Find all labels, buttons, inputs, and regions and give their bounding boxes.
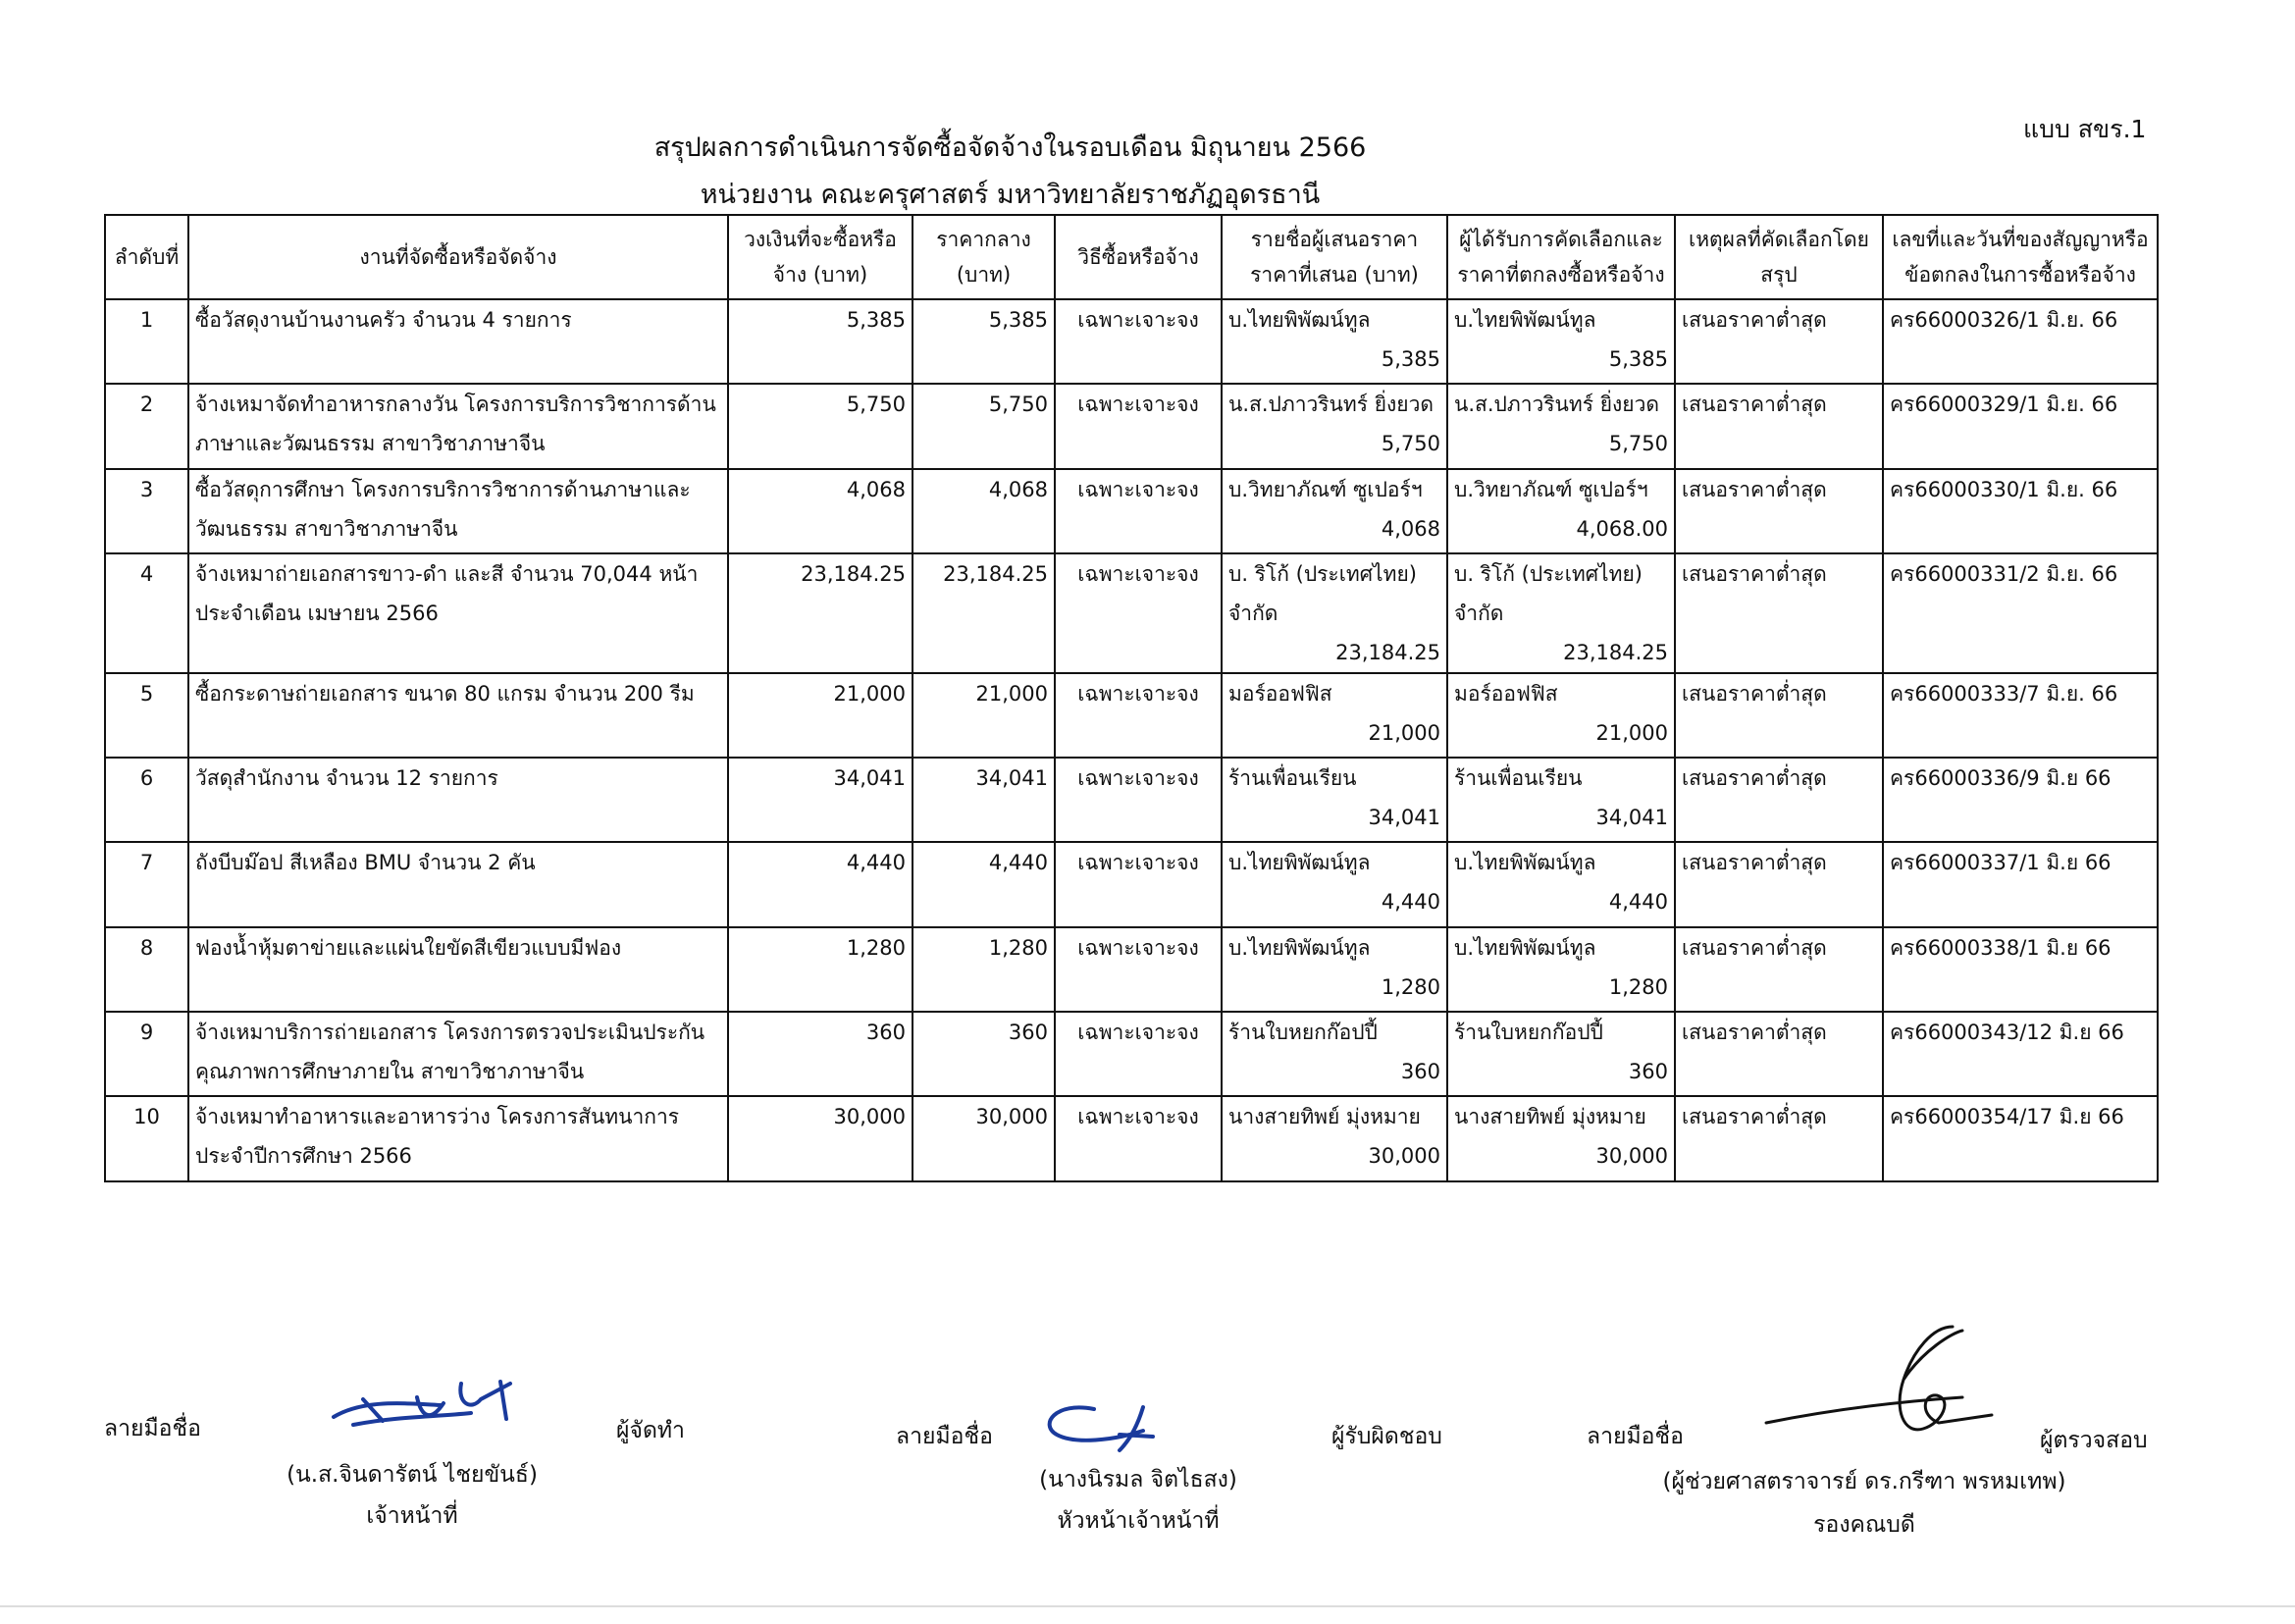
row-budget: 30,000 bbox=[728, 1096, 913, 1180]
row-no: 4 bbox=[105, 553, 188, 673]
row-selected: บ.ไทยพิพัฒน์ทูล bbox=[1454, 308, 1596, 332]
row-selected: บ.วิทยาภัณฑ์ ซูเปอร์ฯ bbox=[1454, 477, 1648, 501]
row-method: เฉพาะเจาะจง bbox=[1055, 673, 1222, 758]
row-selected: น.ส.ปภาวรินทร์ ยิ่งยวด bbox=[1454, 393, 1660, 417]
row-bidder-cell bbox=[1222, 673, 1447, 758]
row-bidder-cell bbox=[1222, 758, 1447, 842]
row-contract: คร66000354/17 มิ.ย 66 bbox=[1883, 1096, 2158, 1180]
row-selected-price: 21,000 bbox=[1595, 720, 1668, 745]
row-selected-price: 23,184.25 bbox=[1563, 640, 1668, 664]
row-work: จ้างเหมาบริการถ่ายเอกสาร โครงการตรวจประเมินประกันคุณภาพการศึกษาภายใน สาขาวิชาภาษาจีน bbox=[188, 1012, 728, 1096]
row-contract: คร66000330/1 มิ.ย. 66 bbox=[1883, 469, 2158, 553]
row-no: 6 bbox=[105, 758, 188, 842]
row-selected-price: 5,750 bbox=[1608, 432, 1668, 456]
row-selected: บ.ไทยพิพัฒน์ทูล bbox=[1454, 935, 1596, 960]
row-contract: คร66000336/9 มิ.ย 66 bbox=[1883, 758, 2158, 842]
row-bidder: บ.ไทยพิพัฒน์ทูล bbox=[1228, 851, 1371, 875]
row-bidder-cell bbox=[1222, 1096, 1447, 1180]
row-reason: เสนอราคาต่ำสุด bbox=[1675, 299, 1883, 384]
row-work: จ้างเหมาถ่ายเอกสารขาว-ดำ และสี จำนวน 70,044 หน้า ประจำเดือน เมษายน 2566 bbox=[188, 553, 728, 673]
table-row bbox=[105, 758, 2158, 842]
row-reason: เสนอราคาต่ำสุด bbox=[1675, 469, 1883, 553]
row-method: เฉพาะเจาะจง bbox=[1055, 299, 1222, 384]
row-contract: คร66000343/12 มิ.ย 66 bbox=[1883, 1012, 2158, 1096]
table-row bbox=[105, 1012, 2158, 1096]
row-median: 23,184.25 bbox=[913, 553, 1055, 673]
row-budget: 4,440 bbox=[728, 842, 913, 926]
row-bid-price: 23,184.25 bbox=[1335, 640, 1440, 664]
row-budget: 5,385 bbox=[728, 299, 913, 384]
table-body bbox=[105, 299, 2158, 1181]
row-bidder-cell bbox=[1222, 553, 1447, 673]
row-median: 30,000 bbox=[913, 1096, 1055, 1180]
procurement-table bbox=[104, 214, 2159, 1182]
sig1-name: (น.ส.จินดารัตน์ ไชยขันธ์) bbox=[287, 1462, 538, 1488]
row-bid-price: 30,000 bbox=[1368, 1144, 1440, 1169]
row-selected-cell bbox=[1447, 673, 1675, 758]
row-selected: ร้านใบหยกก๊อปปี้ bbox=[1454, 1021, 1603, 1045]
table-row bbox=[105, 384, 2158, 468]
row-bidder: น.ส.ปภาวรินทร์ ยิ่งยวด bbox=[1228, 393, 1434, 417]
row-no: 3 bbox=[105, 469, 188, 553]
row-budget: 4,068 bbox=[728, 469, 913, 553]
page-edge bbox=[0, 1605, 2295, 1607]
row-selected-cell bbox=[1447, 384, 1675, 468]
row-method: เฉพาะเจาะจง bbox=[1055, 1012, 1222, 1096]
row-no: 9 bbox=[105, 1012, 188, 1096]
row-no: 8 bbox=[105, 927, 188, 1012]
table-row bbox=[105, 553, 2158, 673]
row-reason: เสนอราคาต่ำสุด bbox=[1675, 553, 1883, 673]
sig2-name: (นางนิรมล จิตไธสง) bbox=[1039, 1467, 1237, 1493]
sig2-label: ลายมือชื่อ bbox=[896, 1424, 993, 1449]
row-contract: คร66000338/1 มิ.ย 66 bbox=[1883, 927, 2158, 1012]
header-median: ราคากลาง (บาท) bbox=[913, 215, 1055, 299]
signature-1 bbox=[324, 1360, 530, 1439]
row-median: 5,750 bbox=[913, 384, 1055, 468]
sig2-role: ผู้รับผิดชอบ bbox=[1331, 1424, 1442, 1449]
sig1-role: ผู้จัดทำ bbox=[616, 1418, 685, 1443]
row-budget: 21,000 bbox=[728, 673, 913, 758]
row-bidder: มอร์ออฟฟิส bbox=[1228, 681, 1332, 706]
row-bidder: ร้านใบหยกก๊อปปี้ bbox=[1228, 1021, 1378, 1045]
row-method: เฉพาะเจาะจง bbox=[1055, 758, 1222, 842]
signature-3 bbox=[1756, 1321, 2031, 1448]
row-selected: มอร์ออฟฟิส bbox=[1454, 681, 1558, 706]
row-reason: เสนอราคาต่ำสุด bbox=[1675, 758, 1883, 842]
row-reason: เสนอราคาต่ำสุด bbox=[1675, 842, 1883, 926]
row-median: 1,280 bbox=[913, 927, 1055, 1012]
table-row bbox=[105, 469, 2158, 553]
row-bidder-cell bbox=[1222, 469, 1447, 553]
row-reason: เสนอราคาต่ำสุด bbox=[1675, 384, 1883, 468]
header-contract: เลขที่และวันที่ของสัญญาหรือข้อตกลงในการซื้อหรือจ้าง bbox=[1883, 215, 2158, 299]
page-title: สรุปผลการดำเนินการจัดซื้อจัดจ้างในรอบเดือน มิถุนายน 2566 bbox=[653, 132, 1367, 163]
row-bidder: ร้านเพื่อนเรียน bbox=[1228, 766, 1357, 791]
row-budget: 360 bbox=[728, 1012, 913, 1096]
sig3-label: ลายมือชื่อ bbox=[1587, 1424, 1684, 1449]
row-selected-cell bbox=[1447, 1012, 1675, 1096]
header-work: งานที่จัดซื้อหรือจัดจ้าง bbox=[188, 215, 728, 299]
row-work: จ้างเหมาทำอาหารและอาหารว่าง โครงการสันทนาการประจำปีการศึกษา 2566 bbox=[188, 1096, 728, 1180]
row-bidder: บ.วิทยาภัณฑ์ ซูเปอร์ฯ bbox=[1228, 477, 1423, 501]
row-budget: 34,041 bbox=[728, 758, 913, 842]
row-median: 21,000 bbox=[913, 673, 1055, 758]
row-median: 360 bbox=[913, 1012, 1055, 1096]
row-selected-price: 4,440 bbox=[1608, 890, 1668, 915]
row-bid-price: 360 bbox=[1400, 1060, 1440, 1084]
row-bidder: บ.ไทยพิพัฒน์ทูล bbox=[1228, 935, 1371, 960]
row-work: จ้างเหมาจัดทำอาหารกลางวัน โครงการบริการวิชาการด้านภาษาและวัฒนธรรม สาขาวิชาภาษาจีน bbox=[188, 384, 728, 468]
form-code: แบบ สขร.1 bbox=[2023, 115, 2147, 143]
row-bidder-cell bbox=[1222, 1012, 1447, 1096]
row-selected-price: 1,280 bbox=[1608, 974, 1668, 999]
header-reason: เหตุผลที่คัดเลือกโดยสรุป bbox=[1675, 215, 1883, 299]
row-selected-price: 30,000 bbox=[1595, 1144, 1668, 1169]
row-method: เฉพาะเจาะจง bbox=[1055, 927, 1222, 1012]
row-method: เฉพาะเจาะจง bbox=[1055, 384, 1222, 468]
row-selected-cell bbox=[1447, 1096, 1675, 1180]
row-median: 4,068 bbox=[913, 469, 1055, 553]
row-bid-price: 5,750 bbox=[1381, 432, 1440, 456]
row-bidder: บ. ริโก้ (ประเทศไทย) จำกัด bbox=[1228, 561, 1417, 625]
row-no: 2 bbox=[105, 384, 188, 468]
row-selected-cell bbox=[1447, 469, 1675, 553]
row-work: ฟองน้ำหุ้มตาข่ายและแผ่นใยขัดสีเขียวแบบมีฟอง bbox=[188, 927, 728, 1012]
row-work: วัสดุสำนักงาน จำนวน 12 รายการ bbox=[188, 758, 728, 842]
row-selected-price: 34,041 bbox=[1595, 806, 1668, 830]
row-no: 5 bbox=[105, 673, 188, 758]
sig3-role: ผู้ตรวจสอบ bbox=[2040, 1428, 2148, 1453]
row-reason: เสนอราคาต่ำสุด bbox=[1675, 927, 1883, 1012]
row-bid-price: 21,000 bbox=[1368, 720, 1440, 745]
row-bid-price: 4,440 bbox=[1381, 890, 1440, 915]
table-row bbox=[105, 927, 2158, 1012]
row-work: ซื้อวัสดุงานบ้านงานครัว จำนวน 4 รายการ bbox=[188, 299, 728, 384]
row-median: 34,041 bbox=[913, 758, 1055, 842]
row-no: 10 bbox=[105, 1096, 188, 1180]
sig3-position: รองคณบดี bbox=[1813, 1512, 1915, 1538]
row-selected-cell bbox=[1447, 299, 1675, 384]
sig1-position: เจ้าหน้าที่ bbox=[366, 1503, 458, 1529]
row-selected: นางสายทิพย์ มุ่งหมาย bbox=[1454, 1105, 1646, 1129]
row-no: 1 bbox=[105, 299, 188, 384]
row-selected-cell bbox=[1447, 553, 1675, 673]
header-no: ลำดับที่ bbox=[105, 215, 188, 299]
row-contract: คร66000337/1 มิ.ย 66 bbox=[1883, 842, 2158, 926]
row-selected-price: 360 bbox=[1628, 1060, 1668, 1084]
row-selected: บ.ไทยพิพัฒน์ทูล bbox=[1454, 851, 1596, 875]
row-bidder-cell bbox=[1222, 299, 1447, 384]
row-bidder: บ.ไทยพิพัฒน์ทูล bbox=[1228, 308, 1371, 332]
row-selected: ร้านเพื่อนเรียน bbox=[1454, 766, 1583, 791]
sig3-name: (ผู้ช่วยศาสตราจารย์ ดร.กรีฑา พรหมเทพ) bbox=[1662, 1469, 2066, 1494]
sig1-label: ลายมือชื่อ bbox=[104, 1416, 201, 1441]
row-median: 4,440 bbox=[913, 842, 1055, 926]
table-header-row bbox=[105, 215, 2158, 299]
table-row bbox=[105, 1096, 2158, 1180]
row-work: ซื้อวัสดุการศึกษา โครงการบริการวิชาการด้านภาษาและวัฒนธรรม สาขาวิชาภาษาจีน bbox=[188, 469, 728, 553]
row-bid-price: 5,385 bbox=[1381, 347, 1440, 371]
page-subtitle: หน่วยงาน คณะครุศาสตร์ มหาวิทยาลัยราชภัฏอุดรธานี bbox=[700, 180, 1321, 210]
row-selected-cell bbox=[1447, 927, 1675, 1012]
row-contract: คร66000329/1 มิ.ย. 66 bbox=[1883, 384, 2158, 468]
row-median: 5,385 bbox=[913, 299, 1055, 384]
header-budget: วงเงินที่จะซื้อหรือจ้าง (บาท) bbox=[728, 215, 913, 299]
row-bidder-cell bbox=[1222, 927, 1447, 1012]
signature-2 bbox=[1035, 1391, 1182, 1460]
header-method: วิธีซื้อหรือจ้าง bbox=[1055, 215, 1222, 299]
row-contract: คร66000331/2 มิ.ย. 66 bbox=[1883, 553, 2158, 673]
row-budget: 5,750 bbox=[728, 384, 913, 468]
row-reason: เสนอราคาต่ำสุด bbox=[1675, 1012, 1883, 1096]
table-row bbox=[105, 673, 2158, 758]
row-work: ถังบีบม๊อป สีเหลือง BMU จำนวน 2 คัน bbox=[188, 842, 728, 926]
header-selected: ผู้ได้รับการคัดเลือกและราคาที่ตกลงซื้อหรือจ้าง bbox=[1447, 215, 1675, 299]
row-method: เฉพาะเจาะจง bbox=[1055, 842, 1222, 926]
row-method: เฉพาะเจาะจง bbox=[1055, 553, 1222, 673]
row-selected: บ. ริโก้ (ประเทศไทย) จำกัด bbox=[1454, 561, 1643, 625]
row-selected-price: 4,068.00 bbox=[1576, 516, 1668, 541]
sig2-position: หัวหน้าเจ้าหน้าที่ bbox=[1057, 1508, 1220, 1534]
table-row bbox=[105, 299, 2158, 384]
row-bidder-cell bbox=[1222, 384, 1447, 468]
row-budget: 23,184.25 bbox=[728, 553, 913, 673]
row-selected-price: 5,385 bbox=[1608, 347, 1668, 371]
row-bid-price: 4,068 bbox=[1381, 516, 1440, 541]
row-budget: 1,280 bbox=[728, 927, 913, 1012]
row-bidder: นางสายทิพย์ มุ่งหมาย bbox=[1228, 1105, 1421, 1129]
row-reason: เสนอราคาต่ำสุด bbox=[1675, 1096, 1883, 1180]
row-contract: คร66000326/1 มิ.ย. 66 bbox=[1883, 299, 2158, 384]
row-method: เฉพาะเจาะจง bbox=[1055, 1096, 1222, 1180]
row-selected-cell bbox=[1447, 758, 1675, 842]
header-bidders: รายชื่อผู้เสนอราคา ราคาที่เสนอ (บาท) bbox=[1222, 215, 1447, 299]
row-contract: คร66000333/7 มิ.ย. 66 bbox=[1883, 673, 2158, 758]
row-bidder-cell bbox=[1222, 842, 1447, 926]
row-bid-price: 34,041 bbox=[1368, 806, 1440, 830]
row-selected-cell bbox=[1447, 842, 1675, 926]
row-work: ซื้อกระดาษถ่ายเอกสาร ขนาด 80 แกรม จำนวน 200 รีม bbox=[188, 673, 728, 758]
row-bid-price: 1,280 bbox=[1381, 974, 1440, 999]
row-no: 7 bbox=[105, 842, 188, 926]
row-reason: เสนอราคาต่ำสุด bbox=[1675, 673, 1883, 758]
row-method: เฉพาะเจาะจง bbox=[1055, 469, 1222, 553]
table-row bbox=[105, 842, 2158, 926]
